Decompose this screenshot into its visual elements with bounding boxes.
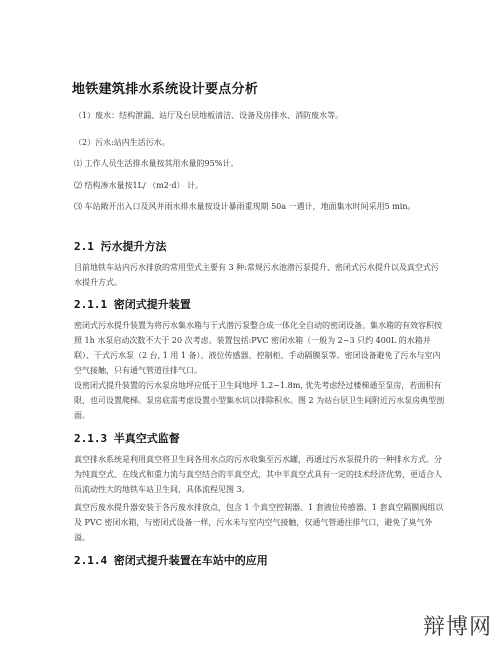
para-2-1-3-a: 真空排水系统是利用真空将卫生间各用水点的污水收集至污水罐，再通过污水泵提升的一种排水方式。分为纯真空式、在线式和重力流与真空结合的半真空式，其中半真空式具有一定的技术经济优势，更适合人员流动性大的地铁车站卫生间，具体流程见图 3。 <box>74 455 442 494</box>
page-title: 地铁建筑排水系统设计要点分析 <box>72 82 259 97</box>
item-wastewater: （1）废水：结构泄漏、站厅及台层地板清洁、设备及房排水、消防废水等。 <box>74 111 344 120</box>
item-staff-drainage: ⑴ 工作人员生活排水量按其用水量的95%计。 <box>74 159 239 168</box>
heading-2-1: 2.1 污水提升方法 <box>74 240 167 253</box>
item-rainwater: ⑶ 车站敞开出入口及风井雨水排水量按设计暴雨重现期 50a 一遇计，地面集水时间采用5 min。 <box>74 202 416 211</box>
item-sewage: （2）污水:站内生活污水。 <box>74 138 170 147</box>
para-2-1: 目前地铁车站内污水排放的常用型式主要有 3 种:常规污水池潜污泵提升、密闭式污水提升以及真空式污水提升方式。 <box>74 263 439 287</box>
para-2-1-3-b: 真空污废水提升器安装于各污废水排放点，包含 1 个真空控制器、1 套液位传感器、1 套真空隔膜阀组以及 PVC 密闭水箱，与密闭式设备一样，污水未与室内空气接触，仅通气管通往排气口，避免了臭气外溢。 <box>74 503 444 542</box>
heading-2-1-3: 2.1.3 半真空式监督 <box>74 432 180 445</box>
para-2-1-1-a: 密闭式污水提升装置为将污水集水箱与干式潜污泵整合成一体化全自动的密闭设备。集水箱的有效容积按照 1h 水泵启动次数不大于 20 次考虑。装置包括:PVC 密闭水箱（一般为 2~3 只约 400L 的水箱并联）、干式污水泵（2 台, 1 用 1 备）、液位传感器、控制柜、手动隔膜泵等。密闭设备避免了污水与室内空气接触，只有通气管道往排气口。 <box>74 321 442 375</box>
para-2-1-1-b: 设密闭式提升装置的污水泵房地坪应低于卫生间地坪 1.2~1.8m, 优先考虑经过楼梯通至泵房，若面积有限，也可设置爬梯。泵房底需考虑设置小型集水坑以排除积水。图 2 为站台层卫生间附近污水泵房典型剖面。 <box>74 381 445 420</box>
watermark-logo: 辩博网 <box>422 615 492 640</box>
item-seepage: ⑵ 结构渗水量按1L/ （m2·d） 计。 <box>74 181 204 190</box>
heading-2-1-4: 2.1.4 密闭式提升装置在车站中的应用 <box>74 554 268 567</box>
heading-2-1-1: 2.1.1 密闭式提升装置 <box>74 298 191 311</box>
